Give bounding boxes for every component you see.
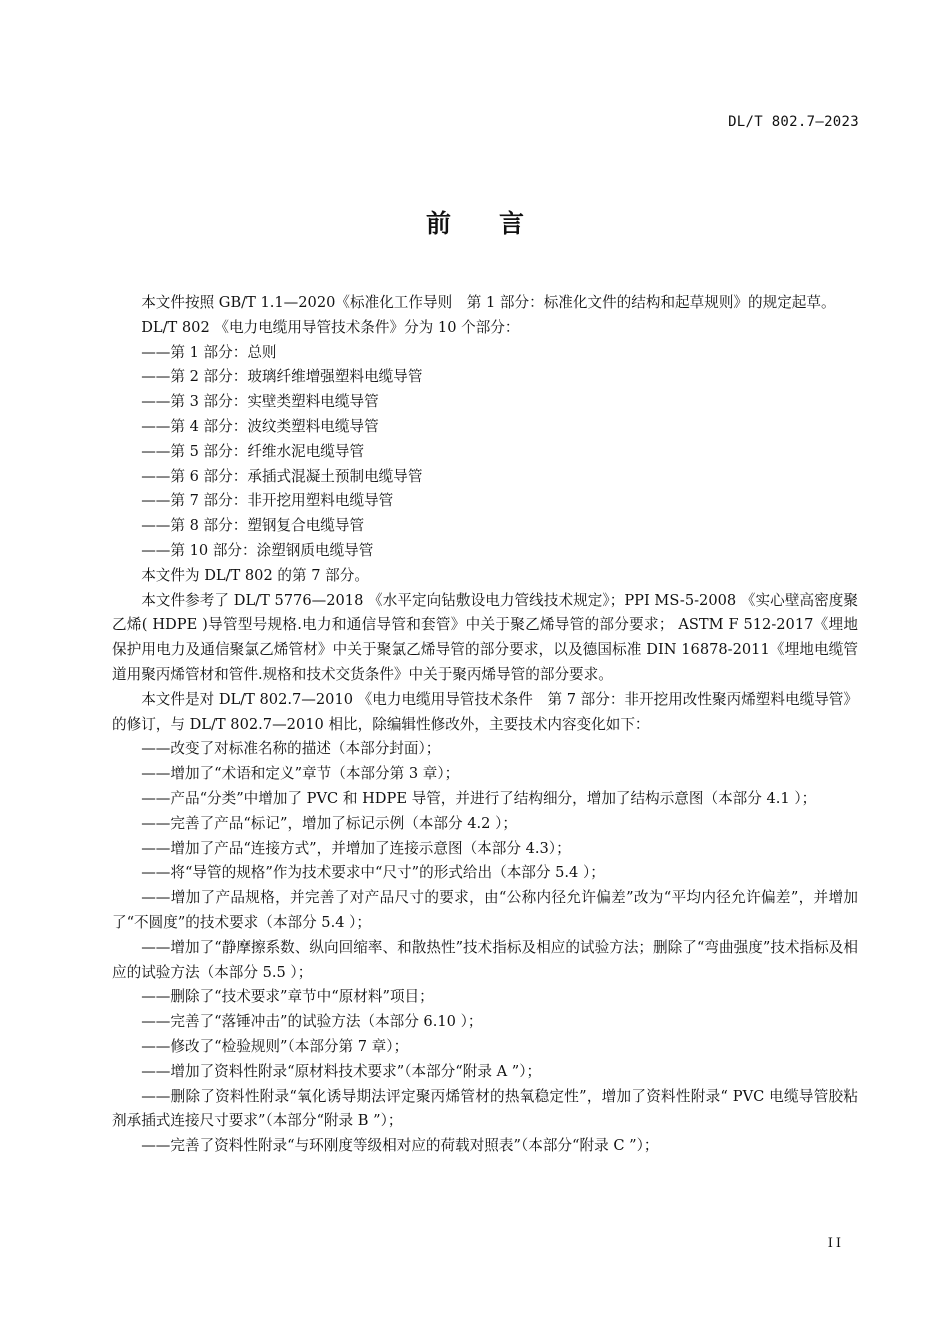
list-item: ——第 3 部分：实壁类塑料电缆导管 xyxy=(141,393,379,411)
list-item: ——第 5 部分：纤维水泥电缆导管 xyxy=(141,442,365,460)
list-item: ——完善了资料性附录“与环刚度等级相对应的荷载对照表”（本部分“附录 C ”）； xyxy=(141,1137,659,1155)
page-number: II xyxy=(827,1236,844,1251)
list-item: ——增加了“静摩擦系数、纵向回缩率、和散热性”技术指标及相应的试验方法；删除了“弯曲强度”技术指标及相应的试验方法（本部分 5.5 ）； xyxy=(112,938,858,981)
title-char-2: 言 xyxy=(499,209,525,238)
document-body xyxy=(112,291,858,1159)
list-item: ——删除了资料性附录“氧化诱导期法评定聚丙烯管材的热氧稳定性”，增加了资料性附录“ PVC 电缆导管胶粘剂承插式连接尺寸要求”（本部分“附录 B ”）； xyxy=(112,1087,858,1130)
paragraph: 本文件按照 GB/T 1.1—2020《标准化工作导则 第 1 部分：标准化文件的结构和起草规则》的规定起草。 xyxy=(141,294,836,311)
list-item: ——第 7 部分：非开挖用塑料电缆导管 xyxy=(141,492,394,510)
document-code: DL/T 802.7—2023 xyxy=(728,114,859,130)
page-title xyxy=(0,204,950,240)
paragraph: 本文件是对 DL/T 802.7—2010 《电力电缆用导管技术条件 第 7 部分：非开挖用改性聚丙烯塑料电缆导管》的修订，与 DL/T 802.7—2010 相比，除编辑性修改外，主要技术内容变化如下： xyxy=(112,690,858,733)
list-item: ——修改了“检验规则”（本部分第 7 章）； xyxy=(141,1037,409,1055)
list-item: ——第 6 部分：承插式混凝土预制电缆导管 xyxy=(141,467,423,485)
paragraph: 本文件参考了 DL/T 5776—2018 《水平定向钻敷设电力管线技术规定》；PPI MS-5-2008 《实心壁高密度聚乙烯( HDPE )导管型号规格.电力和通信导管和套管》中关于聚乙烯导管的部分要求； ASTM F 512-2017《埋地保护用电力及通信聚氯乙烯管材》中关于聚氯乙烯导管的部分要求，以及德国标准 DIN 16878-2011《埋地电缆管道用聚丙烯管材和管件.规格和技术交货条件》中关于聚丙烯导管的部分要求。 xyxy=(112,591,858,683)
list-item: ——增加了产品规格，并完善了对产品尺寸的要求，由“公称内径允许偏差”改为“平均内径允许偏差”，并增加了“不圆度”的技术要求（本部分 5.4 ）； xyxy=(112,889,858,931)
list-item: ——删除了“技术要求”章节中“原材料”项目； xyxy=(141,988,434,1006)
list-item: ——增加了资料性附录“原材料技术要求”（本部分“附录 A ”）； xyxy=(141,1062,542,1080)
list-item: ——产品“分类”中增加了 PVC 和 HDPE 导管，并进行了结构细分，增加了结构示意图（本部分 4.1 ）； xyxy=(141,789,817,807)
list-item: ——第 1 部分：总则 xyxy=(141,343,277,361)
list-item: ——第 8 部分：塑钢复合电缆导管 xyxy=(141,517,365,535)
paragraph: 本文件为 DL/T 802 的第 7 部分。 xyxy=(141,566,369,584)
list-item: ——改变了对标准名称的描述（本部分封面）； xyxy=(141,740,441,758)
title-char-1: 前 xyxy=(425,209,451,238)
list-item: ——完善了产品“标记”，增加了标记示例（本部分 4.2 ）； xyxy=(141,814,517,832)
list-item: ——第 2 部分：玻璃纤维增强塑料电缆导管 xyxy=(141,368,423,386)
list-item: ——第 10 部分：涂塑钢质电缆导管 xyxy=(141,541,374,559)
list-item: ——增加了“术语和定义”章节（本部分第 3 章）； xyxy=(141,765,460,783)
list-item: ——完善了“落锤冲击”的试验方法（本部分 6.10 ）； xyxy=(141,1013,483,1031)
list-item: ——将“导管的规格”作为技术要求中“尺寸”的形式给出（本部分 5.4 ）； xyxy=(141,864,605,882)
list-item: ——第 4 部分：波纹类塑料电缆导管 xyxy=(141,417,379,435)
paragraph: DL/T 802 《电力电缆用导管技术条件》分为 10 个部分： xyxy=(141,318,520,336)
list-item: ——增加了产品“连接方式”，并增加了连接示意图（本部分 4.3）； xyxy=(141,839,571,857)
